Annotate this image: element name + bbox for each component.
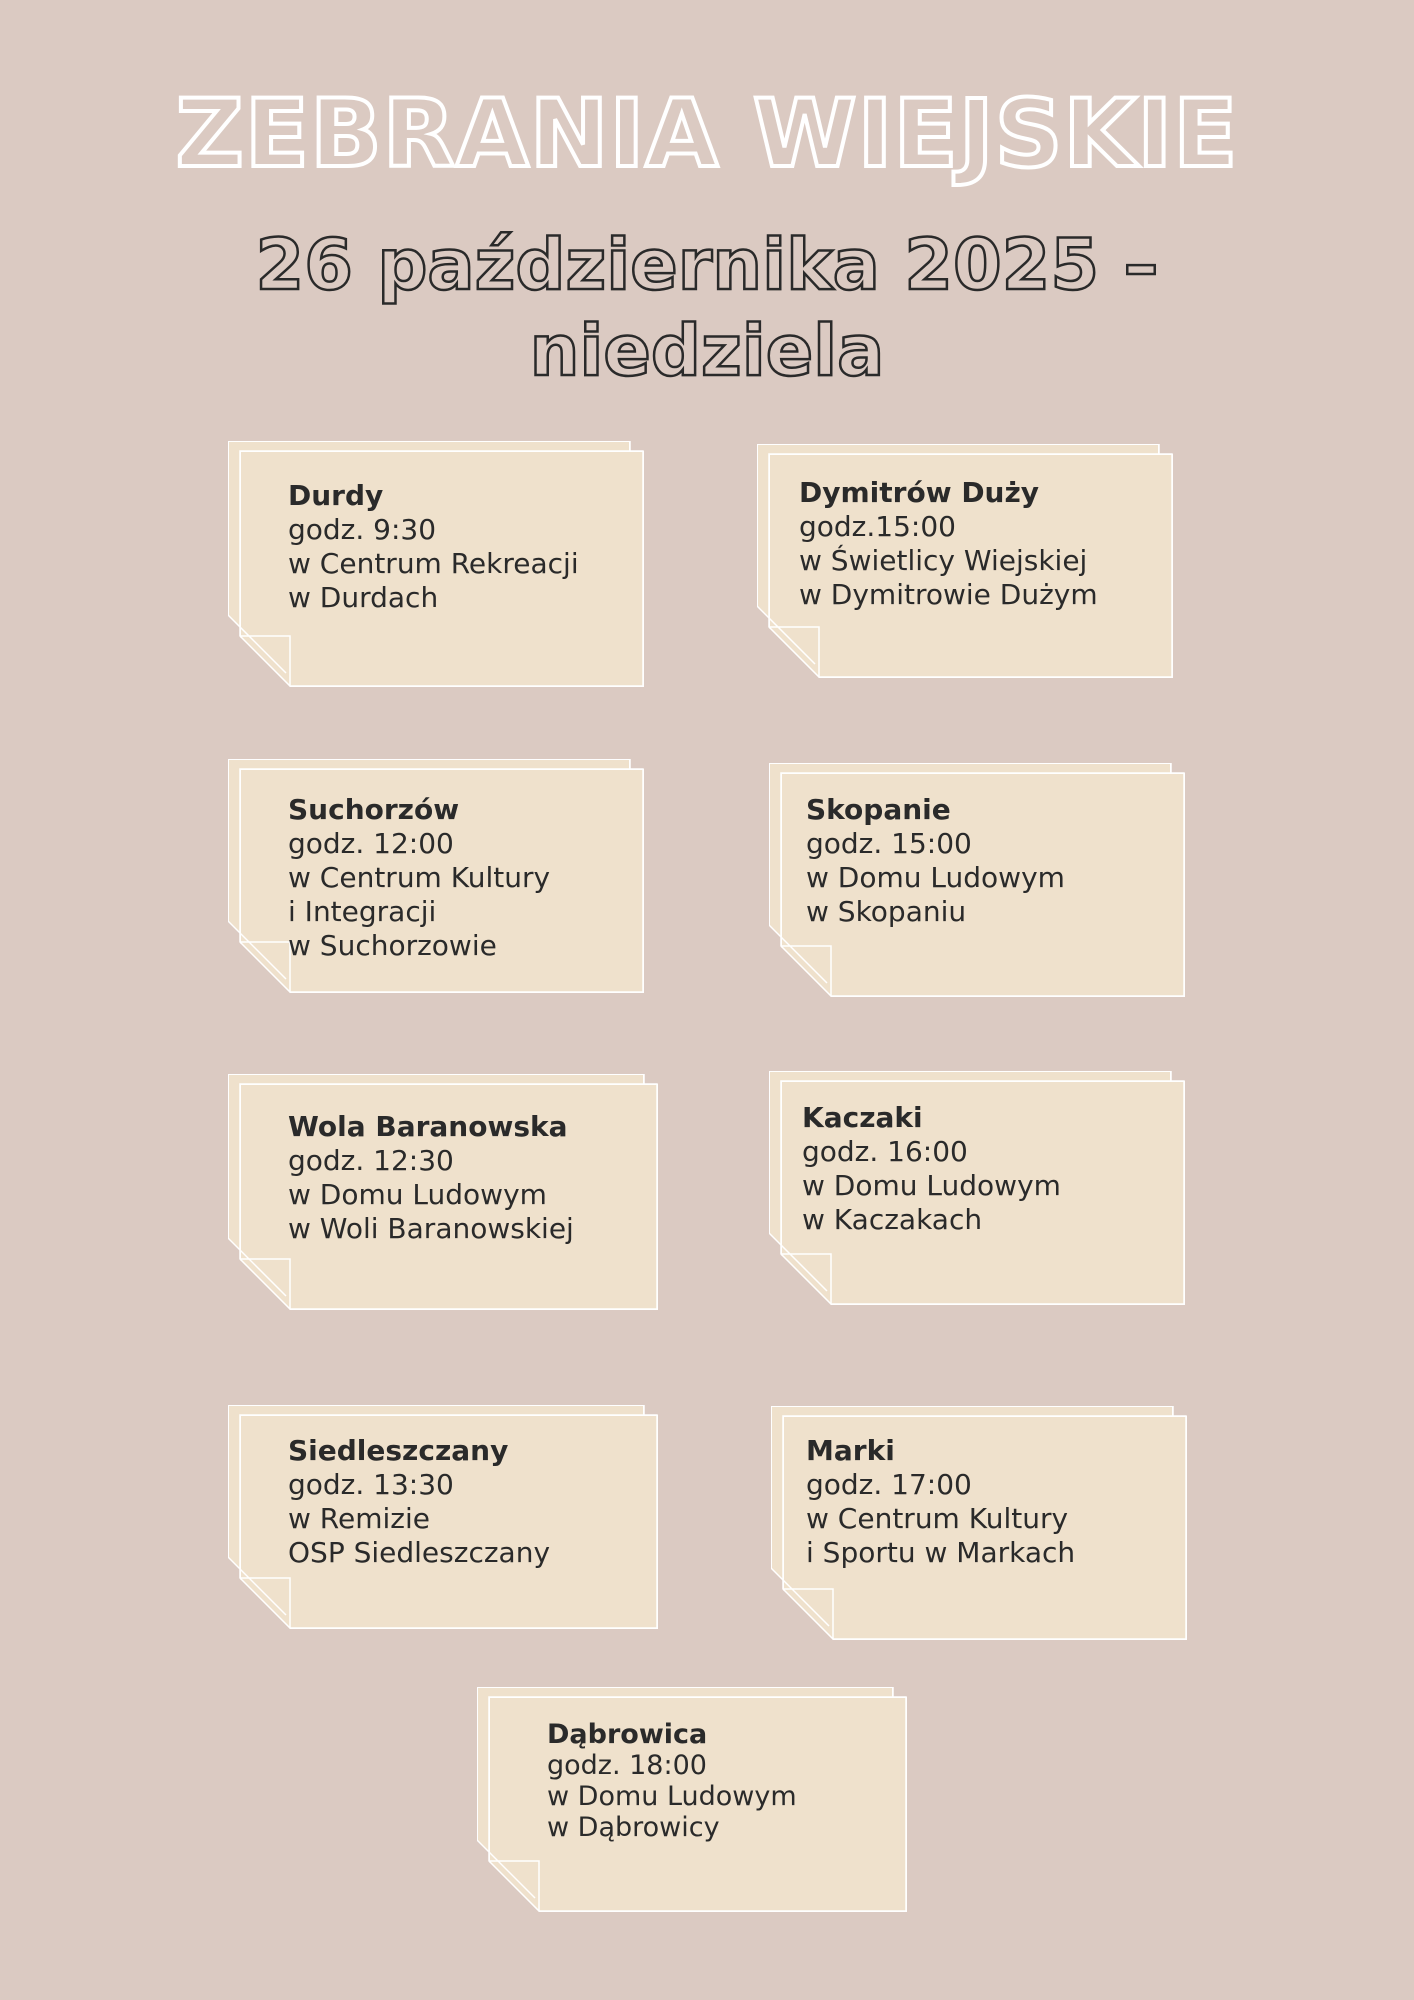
page-title: ZEBRANIA WIEJSKIE <box>175 80 1239 189</box>
meeting-place: w Domu Ludowym <box>806 861 1065 894</box>
meeting-time: godz. 15:00 <box>806 827 972 860</box>
card-text <box>799 476 1098 612</box>
meeting-time: godz. 12:30 <box>288 1144 454 1177</box>
meeting-place: w Centrum Kultury <box>806 1502 1069 1535</box>
meeting-place: i Integracji <box>288 895 437 928</box>
meeting-card-kaczaki <box>769 1071 1185 1305</box>
meeting-place: w Remizie <box>288 1502 430 1535</box>
meeting-place: w Domu Ludowym <box>802 1169 1061 1202</box>
meeting-place: i Sportu w Markach <box>806 1536 1076 1569</box>
page-subtitle <box>0 222 1414 394</box>
meeting-card-skopanie <box>769 763 1185 997</box>
village-name: Dąbrowica <box>547 1719 708 1750</box>
meeting-place: w Skopaniu <box>806 895 967 928</box>
meeting-card-marki <box>771 1406 1187 1640</box>
meeting-place: w Dąbrowicy <box>547 1812 720 1843</box>
subtitle-date: 26 października 2025 – <box>255 224 1159 306</box>
meeting-place: w Durdach <box>288 581 439 614</box>
meeting-time: godz.15:00 <box>799 510 956 543</box>
meeting-time: godz. 16:00 <box>802 1135 968 1168</box>
card-text <box>547 1719 797 1843</box>
meeting-place: w Domu Ludowym <box>288 1178 547 1211</box>
meeting-time: godz. 13:30 <box>288 1468 454 1501</box>
meeting-time: godz. 17:00 <box>806 1468 972 1501</box>
meeting-place: w Domu Ludowym <box>547 1781 797 1812</box>
meeting-place: w Dymitrowie Dużym <box>799 578 1098 611</box>
card-text <box>288 793 550 963</box>
meeting-place: w Centrum Kultury <box>288 861 551 894</box>
meeting-card-suchorzow <box>228 759 644 993</box>
meeting-place: w Kaczakach <box>802 1203 983 1236</box>
meeting-card-wola-baranowska <box>228 1074 658 1310</box>
village-name: Wola Baranowska <box>288 1110 568 1143</box>
meeting-card-dabrowica <box>477 1687 907 1912</box>
meeting-time: godz. 12:00 <box>288 827 454 860</box>
card-text <box>288 479 579 615</box>
meeting-time: godz. 9:30 <box>288 513 437 546</box>
village-name: Marki <box>806 1434 895 1467</box>
village-name: Durdy <box>288 479 384 512</box>
subtitle-weekday: niedziela <box>529 310 885 392</box>
village-name: Skopanie <box>806 793 951 826</box>
village-name: Dymitrów Duży <box>799 476 1040 509</box>
card-text <box>288 1110 574 1246</box>
card-text <box>806 1434 1075 1570</box>
meeting-place: w Centrum Rekreacji <box>288 547 579 580</box>
meeting-card-dymitrow-duzy <box>757 444 1173 678</box>
meeting-card-durdy <box>228 441 644 687</box>
meeting-time: godz. 18:00 <box>547 1750 707 1781</box>
card-text <box>288 1434 550 1570</box>
village-name: Kaczaki <box>802 1101 923 1134</box>
meeting-place: w Świetlicy Wiejskiej <box>799 544 1088 577</box>
meeting-place: OSP Siedleszczany <box>288 1536 551 1569</box>
card-text <box>806 793 1065 929</box>
meeting-place: w Woli Baranowskiej <box>288 1212 574 1245</box>
meeting-place: w Suchorzowie <box>288 929 497 962</box>
meeting-card-siedleszczany <box>228 1405 658 1629</box>
village-name: Siedleszczany <box>288 1434 509 1467</box>
card-text <box>802 1101 1061 1237</box>
village-name: Suchorzów <box>288 793 460 826</box>
